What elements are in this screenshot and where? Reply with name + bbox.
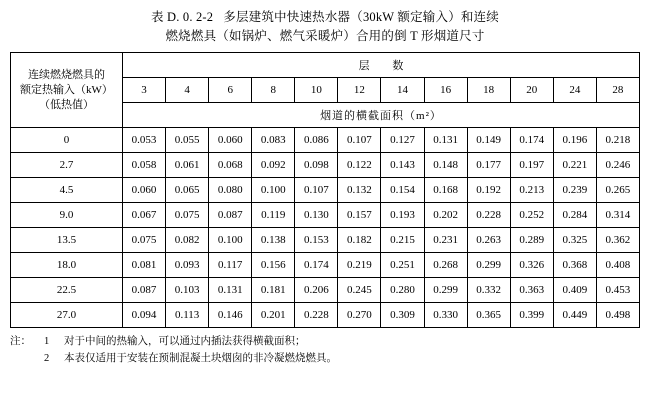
column-header-4: 4 <box>166 78 209 103</box>
table-row <box>11 203 640 228</box>
cell: 0.103 <box>166 278 209 303</box>
table-row <box>11 303 640 328</box>
table-notes <box>10 333 640 367</box>
cell: 0.083 <box>252 128 295 153</box>
column-header-28: 28 <box>596 78 639 103</box>
corner-header-line-3: （低热值） <box>39 98 94 111</box>
cell: 0.100 <box>209 228 252 253</box>
row-label: 4.5 <box>11 178 123 203</box>
cell: 0.122 <box>338 153 381 178</box>
cell: 0.107 <box>338 128 381 153</box>
table-row <box>11 253 640 278</box>
cell: 0.138 <box>252 228 295 253</box>
table-header-row-layers <box>11 53 640 78</box>
cell: 0.093 <box>166 253 209 278</box>
table-row <box>11 228 640 253</box>
notes-label: 注： <box>10 336 31 347</box>
cell: 0.263 <box>467 228 510 253</box>
cell: 0.082 <box>166 228 209 253</box>
table-row <box>11 278 640 303</box>
cell: 0.149 <box>467 128 510 153</box>
column-header-6: 6 <box>209 78 252 103</box>
cell: 0.206 <box>295 278 338 303</box>
note-text: 对于中间的热输入，可以通过内插法获得横截面积； <box>64 336 306 347</box>
title-line-1 <box>10 8 640 27</box>
cell: 0.130 <box>295 203 338 228</box>
cell: 0.092 <box>252 153 295 178</box>
flue-size-table <box>10 52 640 328</box>
cell: 0.157 <box>338 203 381 228</box>
note-number: 2 <box>44 353 50 364</box>
cell: 0.453 <box>596 278 639 303</box>
cell: 0.168 <box>424 178 467 203</box>
cell: 0.174 <box>510 128 553 153</box>
title-line-2: 燃烧燃具（如锅炉、燃气采暖炉）合用的倒 T 形烟道尺寸 <box>165 29 485 43</box>
cell: 0.231 <box>424 228 467 253</box>
cell: 0.332 <box>467 278 510 303</box>
layers-header-cell: 层 数 <box>123 53 640 78</box>
cell: 0.182 <box>338 228 381 253</box>
note-text: 本表仅适用于安装在预制混凝土块烟囱的非冷凝燃烧燃具。 <box>64 353 337 364</box>
cell: 0.081 <box>123 253 166 278</box>
cell: 0.131 <box>424 128 467 153</box>
row-label: 27.0 <box>11 303 123 328</box>
cell: 0.193 <box>381 203 424 228</box>
cell: 0.409 <box>553 278 596 303</box>
row-label: 9.0 <box>11 203 123 228</box>
column-header-18: 18 <box>467 78 510 103</box>
cell: 0.075 <box>123 228 166 253</box>
cell: 0.060 <box>123 178 166 203</box>
cell: 0.113 <box>166 303 209 328</box>
cell: 0.213 <box>510 178 553 203</box>
cell: 0.299 <box>424 278 467 303</box>
column-header-20: 20 <box>510 78 553 103</box>
cell: 0.087 <box>209 203 252 228</box>
cell: 0.245 <box>338 278 381 303</box>
cell: 0.365 <box>467 303 510 328</box>
cell: 0.218 <box>596 128 639 153</box>
cell: 0.055 <box>166 128 209 153</box>
cell: 0.309 <box>381 303 424 328</box>
cell: 0.146 <box>209 303 252 328</box>
cell: 0.053 <box>123 128 166 153</box>
cell: 0.181 <box>252 278 295 303</box>
table-number: 表 D. 0. 2-2 <box>150 10 214 24</box>
cell: 0.326 <box>510 253 553 278</box>
cell: 0.215 <box>381 228 424 253</box>
cell: 0.100 <box>252 178 295 203</box>
cell: 0.131 <box>209 278 252 303</box>
cell: 0.086 <box>295 128 338 153</box>
column-header-12: 12 <box>338 78 381 103</box>
cell: 0.449 <box>553 303 596 328</box>
row-label: 18.0 <box>11 253 123 278</box>
cell: 0.265 <box>596 178 639 203</box>
cell: 0.174 <box>295 253 338 278</box>
note-number: 1 <box>44 336 50 347</box>
area-header-cell: 烟道的横截面积（m²） <box>123 103 640 128</box>
cell: 0.061 <box>166 153 209 178</box>
cell: 0.251 <box>381 253 424 278</box>
cell: 0.177 <box>467 153 510 178</box>
cell: 0.201 <box>252 303 295 328</box>
column-header-3: 3 <box>123 78 166 103</box>
corner-header-line-2: 额定热输入（kW） <box>20 83 113 96</box>
cell: 0.289 <box>510 228 553 253</box>
cell: 0.065 <box>166 178 209 203</box>
cell: 0.246 <box>596 153 639 178</box>
cell: 0.094 <box>123 303 166 328</box>
cell: 0.192 <box>467 178 510 203</box>
cell: 0.098 <box>295 153 338 178</box>
cell: 0.143 <box>381 153 424 178</box>
cell: 0.368 <box>553 253 596 278</box>
row-label: 0 <box>11 128 123 153</box>
column-header-10: 10 <box>295 78 338 103</box>
cell: 0.156 <box>252 253 295 278</box>
cell: 0.196 <box>553 128 596 153</box>
cell: 0.132 <box>338 178 381 203</box>
row-label: 2.7 <box>11 153 123 178</box>
cell: 0.127 <box>381 128 424 153</box>
cell: 0.153 <box>295 228 338 253</box>
cell: 0.228 <box>295 303 338 328</box>
cell: 0.087 <box>123 278 166 303</box>
cell: 0.280 <box>381 278 424 303</box>
cell: 0.080 <box>209 178 252 203</box>
cell: 0.219 <box>338 253 381 278</box>
table-row <box>11 153 640 178</box>
cell: 0.498 <box>596 303 639 328</box>
cell: 0.119 <box>252 203 295 228</box>
table-title <box>10 8 640 46</box>
cell: 0.107 <box>295 178 338 203</box>
note-item <box>10 333 640 350</box>
column-header-24: 24 <box>553 78 596 103</box>
cell: 0.117 <box>209 253 252 278</box>
column-header-8: 8 <box>252 78 295 103</box>
column-header-16: 16 <box>424 78 467 103</box>
cell: 0.239 <box>553 178 596 203</box>
column-header-14: 14 <box>381 78 424 103</box>
cell: 0.284 <box>553 203 596 228</box>
cell: 0.058 <box>123 153 166 178</box>
row-label: 22.5 <box>11 278 123 303</box>
cell: 0.408 <box>596 253 639 278</box>
cell: 0.202 <box>424 203 467 228</box>
row-label: 13.5 <box>11 228 123 253</box>
cell: 0.299 <box>467 253 510 278</box>
cell: 0.067 <box>123 203 166 228</box>
cell: 0.325 <box>553 228 596 253</box>
title-text-1: 多层建筑中快速热水器（30kW 额定输入）和连续 <box>223 10 499 24</box>
cell: 0.268 <box>424 253 467 278</box>
cell: 0.362 <box>596 228 639 253</box>
cell: 0.270 <box>338 303 381 328</box>
note-item <box>10 350 640 367</box>
cell: 0.399 <box>510 303 553 328</box>
cell: 0.330 <box>424 303 467 328</box>
cell: 0.068 <box>209 153 252 178</box>
corner-header-line-1: 连续燃烧燃具的 <box>28 68 105 81</box>
cell: 0.154 <box>381 178 424 203</box>
cell: 0.314 <box>596 203 639 228</box>
cell: 0.228 <box>467 203 510 228</box>
cell: 0.197 <box>510 153 553 178</box>
cell: 0.252 <box>510 203 553 228</box>
table-row <box>11 128 640 153</box>
cell: 0.221 <box>553 153 596 178</box>
corner-header-cell <box>11 53 123 128</box>
table-row <box>11 178 640 203</box>
cell: 0.363 <box>510 278 553 303</box>
cell: 0.060 <box>209 128 252 153</box>
cell: 0.075 <box>166 203 209 228</box>
cell: 0.148 <box>424 153 467 178</box>
